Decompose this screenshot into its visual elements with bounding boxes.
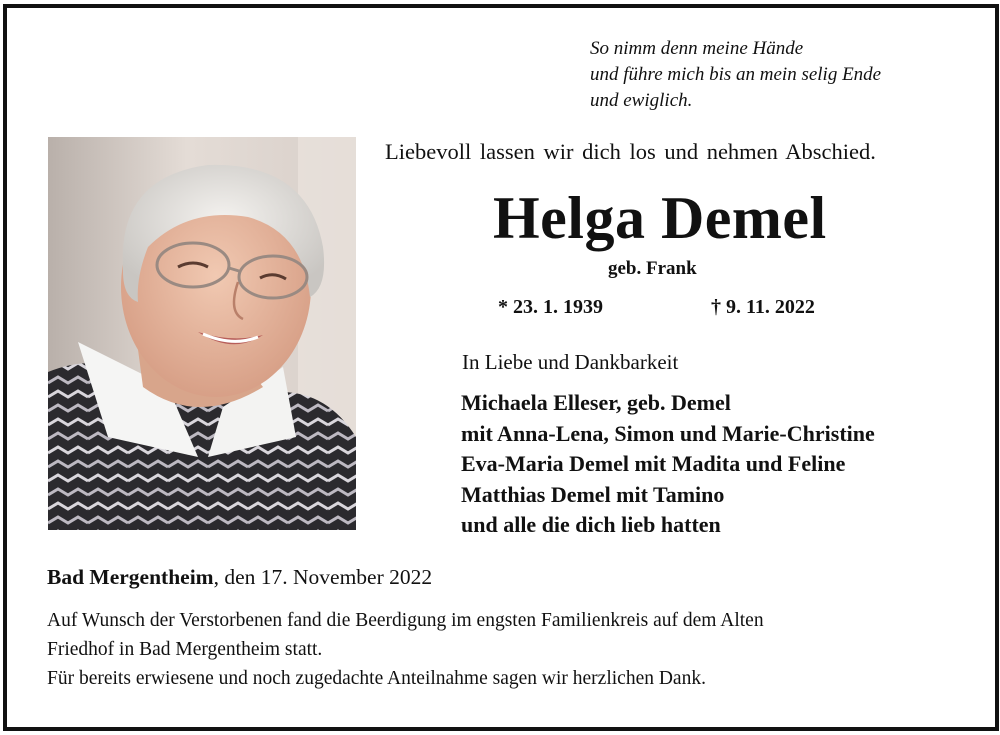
deceased-name: Helga Demel <box>493 185 827 251</box>
mourner-line: und alle die dich lieb hatten <box>461 512 721 537</box>
mourner-line: mit Anna-Lena, Simon und Marie-Christine <box>461 420 875 446</box>
notice-date: , den 17. November 2022 <box>213 565 433 589</box>
notice-line: Auf Wunsch der Verstorbenen fand die Beerdigung im engsten Familienkreis auf dem Alten <box>47 610 764 631</box>
verse-line: und führe mich bis an mein selig Ende <box>590 64 882 85</box>
mourners-intro: In Liebe und Dankbarkeit <box>462 350 679 374</box>
mourner-line: Michaela Elleser, geb. Demel <box>461 390 731 415</box>
notice-line: Für bereits erwiesene und noch zugedachte Anteilnahme sagen wir herzlichen Dank. <box>47 668 706 689</box>
farewell-line: Liebevoll lassen wir dich los und nehmen Abschied. <box>385 139 876 164</box>
portrait-photo <box>48 137 356 530</box>
funeral-notice <box>47 606 764 693</box>
verse-line: und ewiglich. <box>590 90 693 111</box>
notice-line: Friedhof in Bad Mergentheim statt. <box>47 639 323 660</box>
mourner-line: Matthias Demel mit Tamino <box>461 481 725 507</box>
death-date: † 9. 11. 2022 <box>711 296 815 318</box>
place-date-line <box>47 565 432 590</box>
maiden-name: geb. Frank <box>608 258 697 279</box>
mourner-line: Eva-Maria Demel mit Madita und Feline <box>461 451 846 476</box>
place-name: Bad Mergentheim <box>47 565 214 589</box>
mourners-list <box>461 388 875 541</box>
verse <box>590 36 881 114</box>
verse-line: So nimm denn meine Hände <box>590 38 804 59</box>
birth-date: * 23. 1. 1939 <box>498 296 603 318</box>
